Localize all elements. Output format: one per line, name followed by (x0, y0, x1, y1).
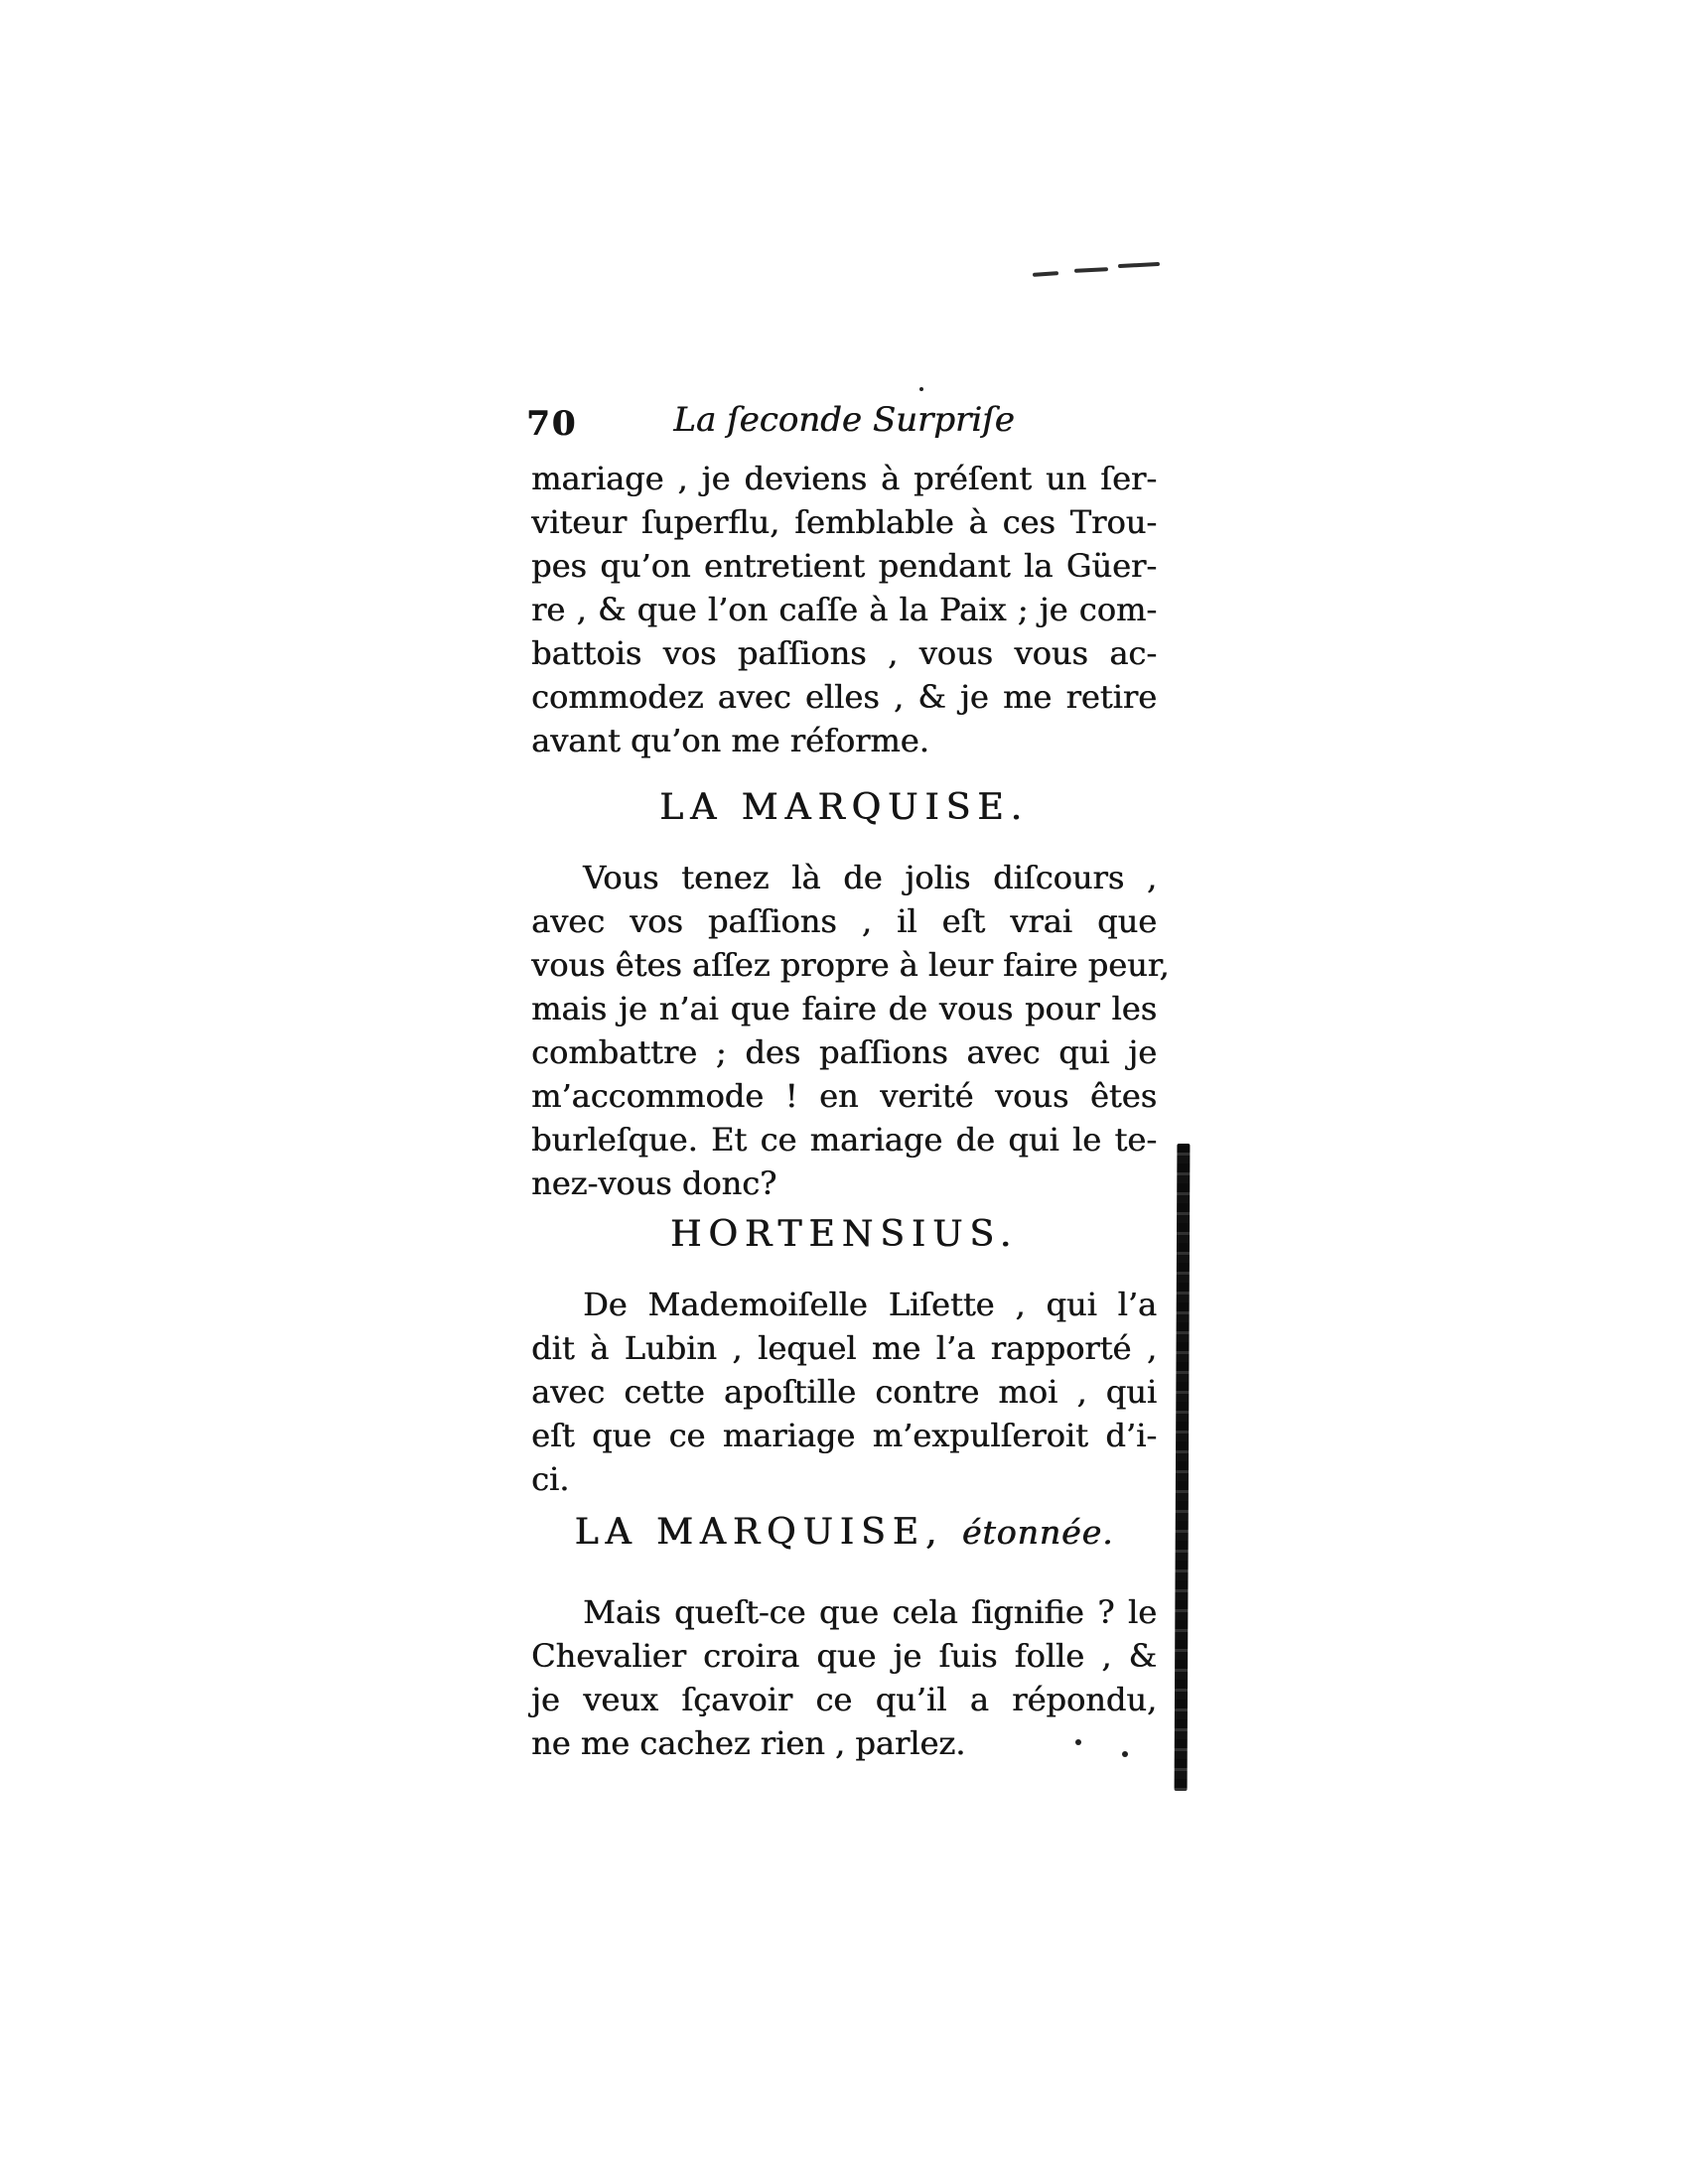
speaker-name-caps: LA MARQUISE, (574, 1512, 944, 1553)
text-line: combattre ; des paſſions avec qui je (531, 1033, 1157, 1071)
paragraph-hortensius-speech (531, 457, 1157, 762)
paragraph-marquise-speech-2 (531, 1590, 1157, 1765)
text-line: ne me cachez rien , parlez. (531, 1724, 966, 1762)
page-number: 70 (526, 404, 578, 444)
ink-speck (1122, 1751, 1128, 1757)
text-line: dit à Lubin , lequel me l’a rapporté , (531, 1329, 1157, 1367)
speaker-heading-la-marquise-etonnee (496, 1509, 1192, 1557)
text-line: ci. (531, 1460, 570, 1498)
text-line: avant qu’on me réforme. (531, 722, 929, 759)
ink-speck (919, 387, 923, 391)
text-line: pes qu’on entretient pendant la Güer- (531, 547, 1157, 585)
paragraph-hortensius-speech-2 (531, 1283, 1157, 1501)
text-line: avec vos paſſions , il eſt vrai que (531, 902, 1157, 940)
text-line: Vous tenez là de jolis diſcours , (583, 859, 1157, 896)
scan-dash-mark (1074, 267, 1108, 273)
text-line: eſt que ce mariage m’expulſeroit d’i- (531, 1417, 1157, 1454)
text-line: Chevalier croira que je ſuis folle , & (531, 1637, 1157, 1675)
text-line: vous êtes aſſez propre à leur faire peur, (531, 946, 1170, 984)
text-line: mais je n’ai que faire de vous pour les (531, 990, 1157, 1027)
scan-dash-mark (1033, 271, 1058, 277)
speaker-heading-hortensius: HORTENSIUS. (669, 1214, 1019, 1255)
scan-dash-mark (1118, 262, 1160, 268)
text-line: nez-vous donc? (531, 1164, 777, 1202)
text-line: m’accommode ! en verité vous êtes (531, 1077, 1157, 1115)
text-line: De Mademoiſelle Liſette , qui l’a (583, 1286, 1157, 1323)
running-title: La ſeconde Surpriſe (673, 400, 1015, 440)
text-line: je veux ſçavoir ce qu’il a répondu, (531, 1681, 1157, 1718)
paragraph-marquise-speech (531, 856, 1170, 1205)
text-line: burleſque. Et ce mariage de qui le te- (531, 1121, 1157, 1159)
stage-direction: étonnée. (961, 1513, 1114, 1552)
text-line: re , & que l’on caſſe à la Paix ; je com- (531, 591, 1157, 628)
ink-speck (1075, 1739, 1081, 1745)
text-line: commodez avec elles , & je me retire (531, 678, 1157, 716)
text-line: avec cette apoſtille contre moi , qui (531, 1373, 1157, 1411)
text-line: viteur ſuperflu, ſemblable à ces Trou- (531, 503, 1157, 541)
speaker-heading-la-marquise: LA MARQUISE. (659, 787, 1029, 828)
text-line: mariage , je deviens à préſent un ſer- (531, 460, 1157, 497)
page-header (526, 400, 1157, 446)
text-line: battois vos paſſions , vous vous ac- (531, 634, 1157, 672)
text-line: Mais queſt-ce que cela ſignifie ? le (583, 1593, 1157, 1631)
binding-shadow-bar (1175, 1144, 1191, 1791)
